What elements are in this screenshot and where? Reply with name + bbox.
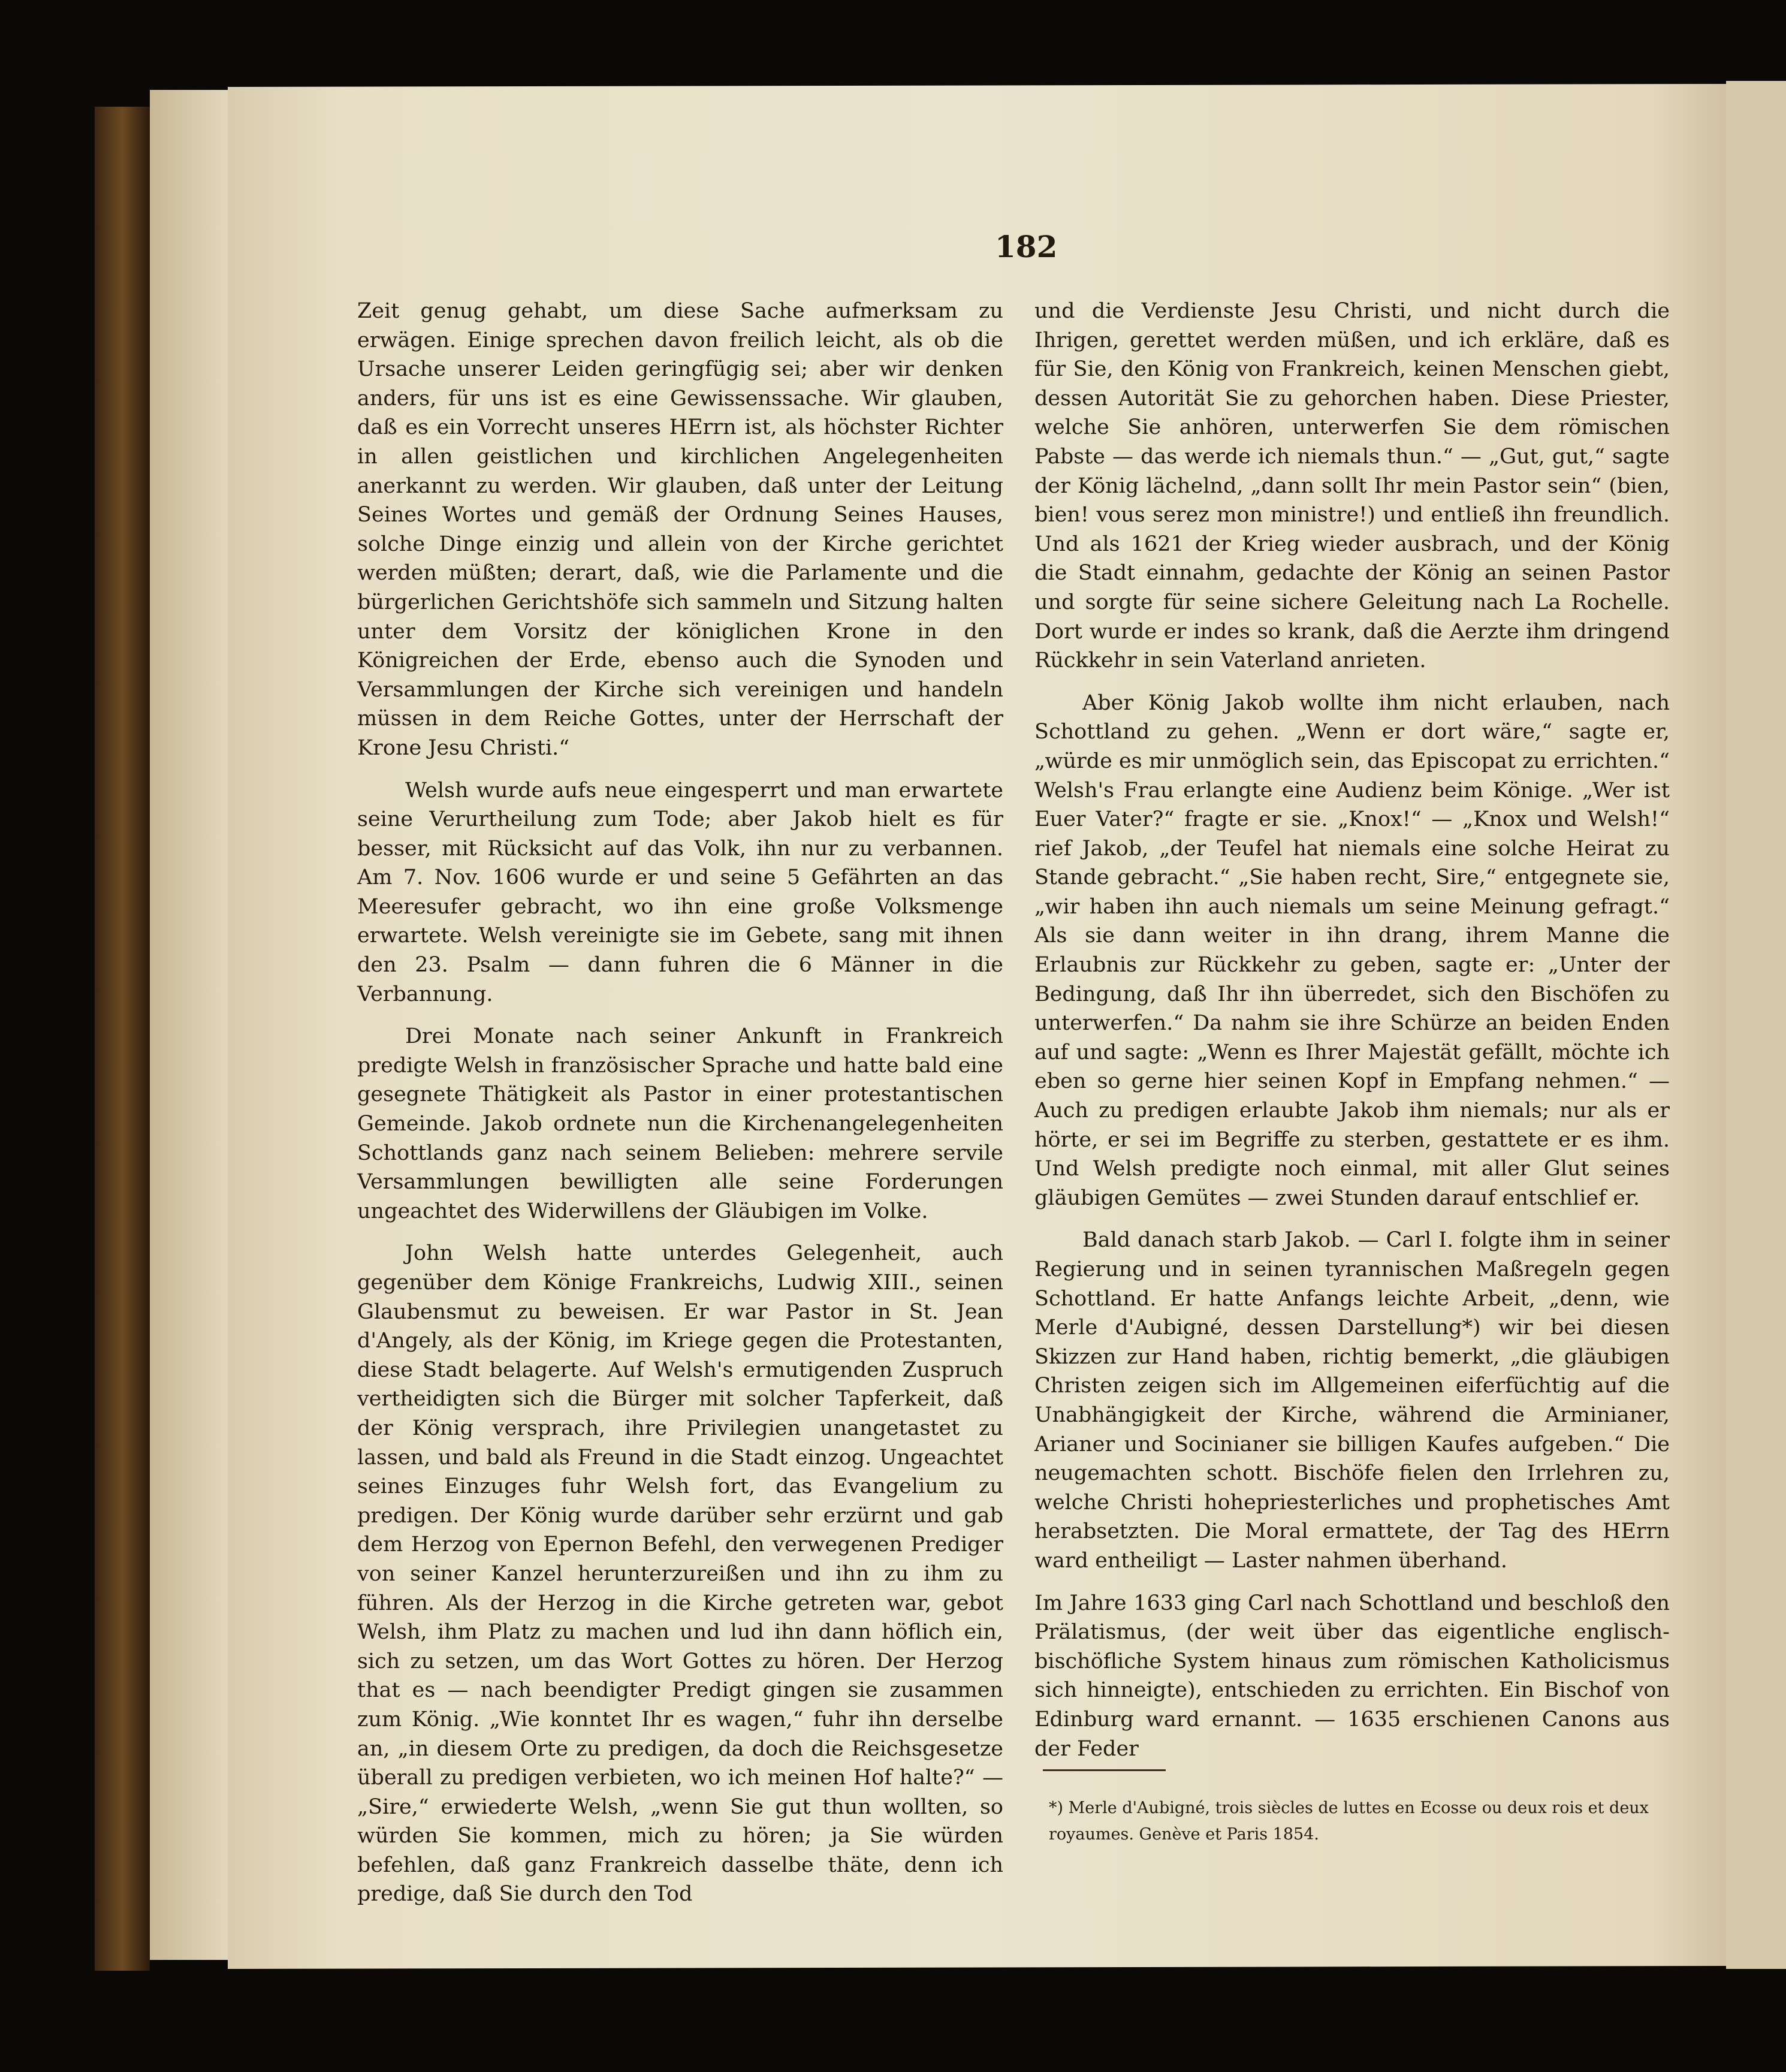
book-cover-marbled	[95, 107, 150, 1971]
footnote: *) Merle d'Aubigné, trois siècles de luttes en Ecosse ou deux rois et deux royaumes. Genève et Paris 1854.	[1049, 1799, 1649, 1844]
footnote-separator	[1043, 1769, 1166, 1771]
paragraph: Welsh wurde aufs neue eingesperrt und man erwartete seine Verurtheilung zum Tode; aber Jakob hielt es für besser, mit Rücksicht auf das Volk, ihn nur zu verbannen. Am 7. Nov. 1606 wurde er und seine 5 Gefährten an das Meeresufer gebracht, wo ihn eine große Volksmenge erwartete. Welsh vereinigte sie im Gebete, sang mit ihnen den 23. Psalm — dann fuhren die 6 Männer in die Verbannung.	[357, 778, 1003, 1006]
facing-page-edge	[1726, 81, 1786, 1969]
page-number: 182	[995, 229, 1058, 264]
paragraph: Bald danach starb Jakob. — Carl I. folgte ihm in seiner Regierung und in seinen tyrannischen Maßregeln gegen Schottland. Er hatte Anfangs leichte Arbeit, „denn, wie Merle d'Aubigné, dessen Darstellung*) wir bei diesen Skizzen zur Hand haben, richtig bemerkt, „die gläubigen Christen zeigen sich im Allgemeinen eiferfüchtig auf die Unabhängigkeit der Kirche, während die Arminianer, Arianer und Socinianer sie billigen Kaufes aufgeben.“ Die neugemachten schott. Bischöfe fielen den Irrlehren zu, welche Christi hohepriesterliches und prophetisches Amt herabsetzten. Die Moral ermattete, der Tag des HErrn ward entheiligt — Laster nahmen überhand.	[1034, 1228, 1670, 1573]
paragraph: John Welsh hatte unterdes Gelegenheit, auch gegenüber dem Könige Frankreichs, Ludwig XIII., seinen Glaubensmut zu beweisen. Er war Pastor in St. Jean d'Angely, als der König, im Kriege gegen die Protestanten, diese Stadt belagerte. Auf Welsh's ermutigenden Zuspruch vertheidigten sich die Bürger mit solcher Tapferkeit, daß der König versprach, ihre Privilegien unangetastet zu lassen, und bald als Freund in die Stadt einzog. Ungeachtet seines Einzuges fuhr Welsh fort, das Evangelium zu predigen. Der König wurde darüber sehr erzürnt und gab dem Herzog von Epernon Befehl, den verwegenen Prediger von seiner Kanzel herunterzureißen und ihn zu ihm zu führen. Als der Herzog in die Kirche getreten war, gebot Welsh, ihm Platz zu machen und lud ihn dann höflich ein, sich zu setzen, um das Wort Gottes zu hören. Der Herzog that es — nach beendigter Predigt gingen sie zusammen zum König. „Wie konntet Ihr es wagen,“ fuhr ihn derselbe an, „in diesem Orte zu predigen, da doch die Reichsgesetze überall zu predigen verbieten, wo ich meinen Hof halte?“ — „Sire,“ erwiederte Welsh, „wenn Sie gut thun wollten, so würden Sie kommen, mich zu hören; ja Sie würden befehlen, daß ganz Frankreich dasselbe thäte, denn ich predige, daß Sie durch den Tod	[357, 1241, 1003, 1907]
paragraph: Aber König Jakob wollte ihm nicht erlauben, nach Schottland zu gehen. „Wenn er dort wäre,“ sagte er, „würde es mir unmöglich sein, das Episcopat zu errichten.“ Welsh's Frau erlangte eine Audienz beim Könige. „Wer ist Euer Vater?“ fragte er sie. „Knox!“ — „Knox und Welsh!“ rief Jakob, „der Teufel hat niemals eine solche Heirat zu Stande gebracht.“ „Sie haben recht, Sire,“ entgegnete sie, „wir haben ihn auch niemals um seine Meinung gefragt.“ Als sie dann weiter in ihn drang, ihrem Manne die Erlaubnis zur Rückkehr zu geben, sagte er: „Unter der Bedingung, daß Ihr ihn überredet, sich den Bischöfen zu unterwerfen.“ Da nahm sie ihre Schürze an beiden Enden auf und sagte: „Wenn es Ihrer Majestät gefällt, möchte ich eben so gerne hier seinen Kopf in Empfang nehmen.“ — Auch zu predigen erlaubte Jakob ihm niemals; nur als er hörte, er sei im Begriffe zu sterben, gestattete er es ihm. Und Welsh predigte noch einmal, mit aller Glut seines gläubigen Gemütes — zwei Stunden darauf entschlief er.	[1034, 690, 1670, 1210]
page-stack-edges	[150, 90, 234, 1960]
paragraph: und die Verdienste Jesu Christi, und nicht durch die Ihrigen, gerettet werden müßen, und ich erkläre, daß es für Sie, den König von Frankreich, keinen Menschen giebt, dessen Autorität Sie zu gehorchen haben. Diese Priester, welche Sie anhören, unterwerfen Sie dem römischen Pabste — das werde ich niemals thun.“ — „Gut, gut,“ sagte der König lächelnd, „dann sollt Ihr mein Pastor sein“ (bien, bien! vous serez mon ministre!) und entließ ihn freundlich. Und als 1621 der Krieg wieder ausbrach, und der König die Stadt einnahm, gedachte der König an seinen Pastor und sorgte für seine sichere Geleitung nach La Rochelle. Dort wurde er indes so krank, daß die Aerzte ihm dringend Rückkehr in sein Vaterland anrieten.	[1034, 299, 1670, 673]
paragraph: Im Jahre 1633 ging Carl nach Schottland und beschloß den Prälatismus, (der weit über das eigentliche englisch-bischöfliche System hinaus zum römischen Katholicismus sich hinneigte), entschieden zu errichten. Ein Bischof von Edinburg ward ernannt. — 1635 erschienen Canons aus der Feder	[1034, 1591, 1670, 1761]
left-column	[357, 297, 1003, 1922]
paragraph: Drei Monate nach seiner Ankunft in Frankreich predigte Welsh in französischer Sprache und hatte bald eine gesegnete Thätigkeit als Pastor in einer protestantischen Gemeinde. Jakob ordnete nun die Kirchenangelegenheiten Schottlands ganz nach seinem Belieben: mehrere servile Versammlungen bewilligten alle seine Forderungen ungeachtet des Widerwillens der Gläubigen im Volke.	[357, 1024, 1003, 1223]
paragraph: Zeit genug gehabt, um diese Sache aufmerksam zu erwägen. Einige sprechen davon freilich leicht, als ob die Ursache unserer Leiden geringfügig sei; aber wir denken anders, für uns ist es eine Gewissenssache. Wir glauben, daß es ein Vorrecht unseres HErrn ist, als höchster Richter in allen geistlichen und kirchlichen Angelegenheiten anerkannt zu werden. Wir glauben, daß unter der Leitung Seines Wortes und gemäß der Ordnung Seines Hauses, solche Dinge einzig und allein von der Kirche gerichtet werden müßten; derart, daß, wie die Parlamente und die bürgerlichen Gerichtshöfe sich sammeln und Sitzung halten unter dem Vorsitz der königlichen Krone in den Königreichen der Erde, ebenso auch die Synoden und Versammlungen der Kirche sich vereinigen und handeln müssen in dem Reiche Gottes, unter der Herrschaft der Krone Jesu Christi.“	[357, 299, 1003, 760]
right-column	[1034, 297, 1670, 1777]
